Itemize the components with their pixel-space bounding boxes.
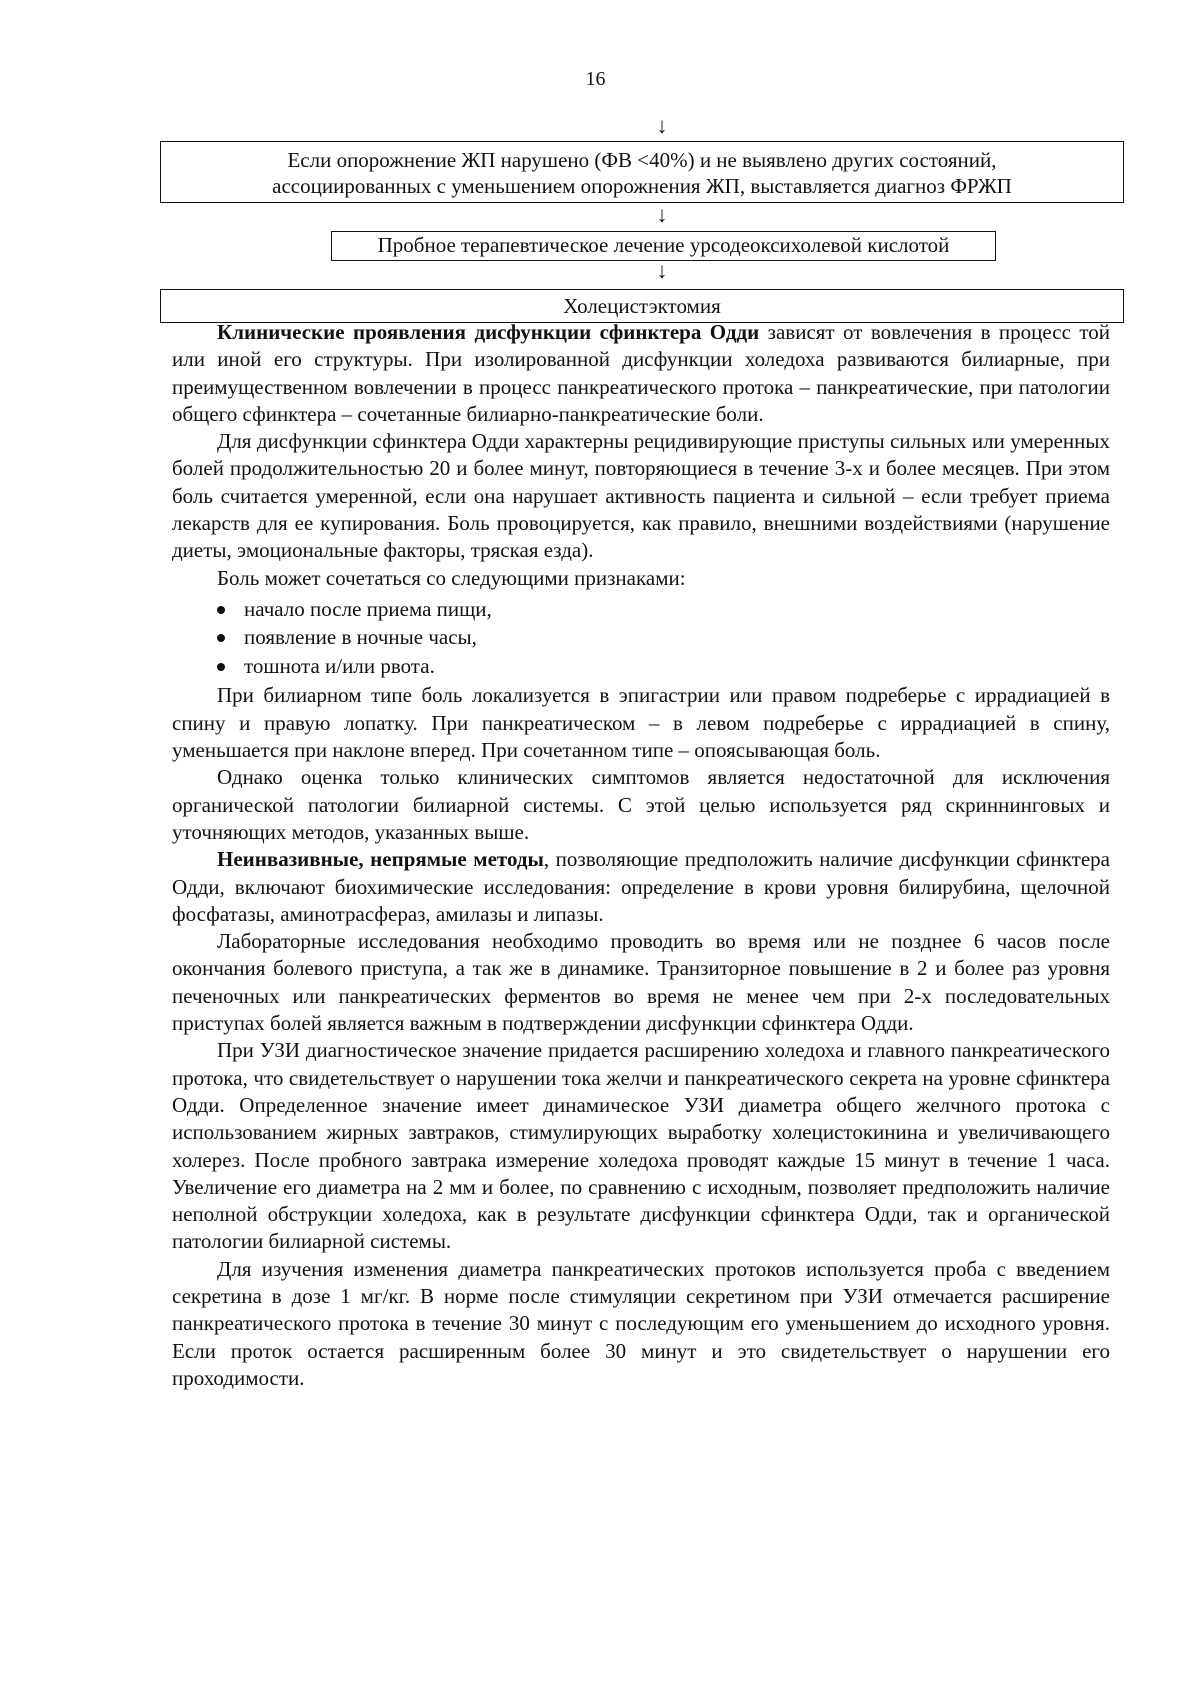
flow-arrow-down-icon: ↓	[656, 202, 668, 227]
paragraph-laboratory-tests: Лабораторные исследования необходимо проводить во время или не позднее 6 часов после окончания болевого приступа, а так же в динамике. Транзиторное повышение в 2 и более раз уровня печеночных или панкреатических ферментов во время не менее чем при 2-х последовательных приступах болей является важным в подтверждении дисфункции сфинктера Одди.	[172, 929, 1110, 1036]
paragraph-pain-characteristics: Для дисфункции сфинктера Одди характерны рецидивирующие приступы сильных или умеренных болей продолжительностью 20 и более минут, повторяющиеся в течение 3-х и более месяцев. При этом боль считается умеренной, если она нарушает активность пациента и сильной – если требует приема лекарств для ее купирования. Боль провоцируется, как правило, внешними воздействиями (нарушение диеты, эмоциональные факторы, тряская езда).	[172, 429, 1110, 563]
paragraph-clinical-insufficiency: Однако оценка только клинических симптомов является недостаточной для исключения органической патологии билиарной системы. С этой целью используется ряд скриннинговых и уточняющих методов, указанных выше.	[172, 765, 1110, 844]
paragraph-secretin-test: Для изучения изменения диаметра панкреатических протоков используется проба с введением секретина в дозе 1 мг/кг. В норме после стимуляции секретином при УЗИ отмечается расширение панкреатического протока в течение 30 минут с последующим его уменьшением до исходного уровня. Если проток остается расширенным более 30 минут и это свидетельствует о нарушении его проходимости.	[172, 1256, 1110, 1390]
bullet-icon	[217, 634, 225, 642]
paragraph-clinical-manifestations	[172, 319, 1110, 428]
paragraph-text: , позволяющие предположить наличие дисфункции сфинктера Одди, включают биохимические исследования: определение в крови уровня билирубина, щелочной фосфатазы, аминотрасфераз, амилазы и липазы.	[172, 847, 1110, 926]
pain-signs-list	[172, 595, 1110, 681]
bullet-icon	[217, 663, 225, 671]
flowchart-box-diagnosis	[160, 141, 1124, 203]
page-number: 16	[585, 68, 606, 90]
flowchart-box-diagnosis-line2: ассоциированных с уменьшением опорожнения ЖП, выставляется диагноз ФРЖП	[272, 174, 1012, 198]
list-item: тошнота и/или рвота.	[172, 652, 1110, 681]
bullet-icon	[217, 606, 225, 614]
list-item: начало после приема пищи,	[172, 595, 1110, 624]
paragraph-pain-localization: При билиарном типе боль локализуется в эпигастрии или правом подреберье с иррадиацией в спину и правую лопатку. При панкреатическом – в левом подреберье с иррадиацией в спину, уменьшается при наклоне вперед. При сочетанном типе – опоясывающая боль.	[172, 683, 1110, 763]
paragraph-noninvasive-methods	[172, 846, 1110, 928]
paragraph-lead-bold: Неинвазивные, непрямые методы	[217, 847, 544, 872]
flowchart-box-cholecystectomy: Холецистэктомия	[160, 289, 1124, 323]
flowchart-box-trial-therapy: Пробное терапевтическое лечение урсодеоксихолевой кислотой	[331, 231, 996, 261]
flow-arrow-down-icon: ↓	[656, 258, 668, 283]
flow-arrow-down-icon: ↓	[656, 113, 668, 138]
document-body	[172, 319, 1110, 1392]
paragraph-lead-bold: Клинические проявления дисфункции сфинктера Одди	[217, 320, 760, 344]
paragraph-pain-signs-intro: Боль может сочетаться со следующими признаками:	[217, 565, 686, 590]
list-item: появление в ночные часы,	[172, 623, 1110, 652]
paragraph-ultrasound: При УЗИ диагностическое значение придается расширению холедоха и главного панкреатического протока, что свидетельствует о нарушении тока желчи и панкреатического секрета на уровне сфинктера Одди. Определенное значение имеет динамическое УЗИ диаметра общего желчного протока с использованием жирных завтраков, стимулирующих выработку холецистокинина и увеличивающего холерез. После пробного завтрака измерение холедоха проводят каждые 15 минут в течение 1 часа. Увеличение его диаметра на 2 мм и более, по сравнению с исходным, позволяет предположить наличие неполной обструкции холедоха, как в результате дисфункции сфинктера Одди, так и органической патологии билиарной системы.	[172, 1038, 1110, 1254]
flowchart-box-diagnosis-line1: Если опорожнение ЖП нарушено (ФВ <40%) и не выявлено других состояний,	[287, 148, 997, 172]
paragraph-text: зависят от вовлечения в процесс той или иной его структуры. При изолированной дисфункции холедоха развиваются билиарные, при преимущественном вовлечении в процесс панкреатического протока – панкреатические, при патологии общего сфинктера – сочетанные билиарно-панкреатические боли.	[172, 320, 1110, 426]
